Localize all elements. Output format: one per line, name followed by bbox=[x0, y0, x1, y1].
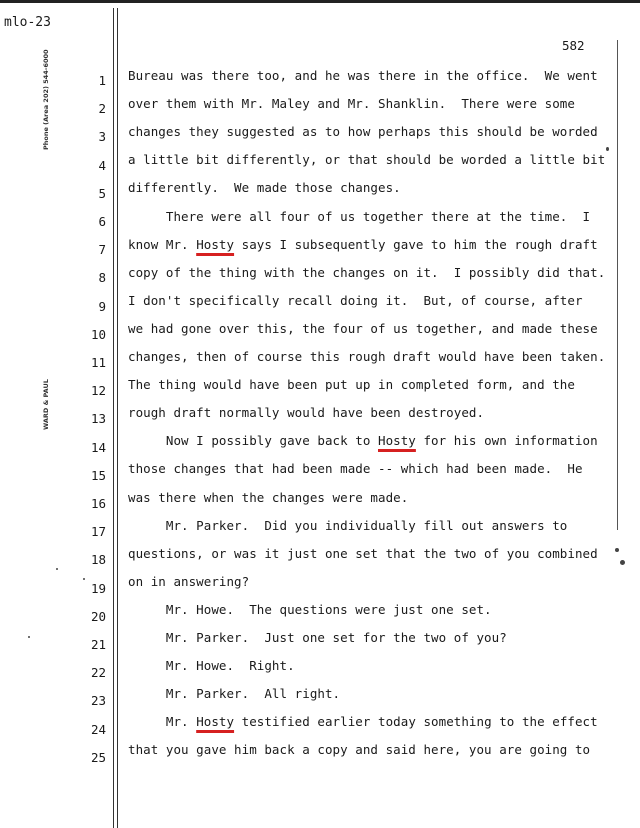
transcript-line: that you gave him back a copy and said here, you are going to bbox=[128, 742, 591, 758]
line-number: 7 bbox=[98, 242, 106, 258]
line-number: 18 bbox=[90, 552, 106, 568]
scan-speck bbox=[620, 560, 625, 565]
line-number: 3 bbox=[98, 129, 106, 145]
transcript-line: Mr. Parker. Just one set for the two of you? bbox=[128, 630, 507, 645]
transcript-line: Mr. Howe. Right. bbox=[128, 658, 295, 674]
line-number: 19 bbox=[90, 580, 106, 596]
transcript-line: differently. We made those changes. bbox=[128, 180, 401, 196]
phone-label: Phone (Area 202) 544-6000 bbox=[42, 49, 50, 150]
line-number: 15 bbox=[90, 467, 106, 483]
scan-speck bbox=[615, 548, 619, 552]
transcript-line: Mr. Howe. The questions were just one set. bbox=[128, 601, 492, 617]
line-number: 11 bbox=[90, 355, 106, 370]
top-border bbox=[0, 0, 640, 3]
highlighted-name: Hosty bbox=[196, 714, 235, 730]
line-number: 24 bbox=[90, 721, 106, 737]
line-number: 16 bbox=[90, 496, 106, 511]
line-number: 5 bbox=[98, 185, 106, 201]
margin-rule-right bbox=[117, 8, 118, 828]
transcript-line: Mr. Parker. Did you individually fill out answers to bbox=[128, 517, 568, 533]
line-number: 14 bbox=[90, 439, 106, 455]
line-number: 6 bbox=[98, 214, 106, 229]
line-number: 21 bbox=[90, 637, 106, 652]
line-number: 23 bbox=[90, 693, 106, 709]
scan-speck bbox=[28, 636, 30, 638]
firm-label: WARD & PAUL bbox=[42, 379, 50, 430]
transcript-line: a little bit differently, or that should be worded a little bit bbox=[128, 152, 606, 168]
transcript-line: on in answering? bbox=[128, 573, 250, 589]
transcript-line: copy of the thing with the changes on it. I possibly did that. bbox=[128, 264, 606, 280]
line-number: 10 bbox=[90, 326, 106, 342]
transcript-line: was there when the changes were made. bbox=[128, 489, 409, 505]
scan-speck bbox=[606, 147, 609, 151]
line-number: 17 bbox=[90, 524, 106, 540]
transcript-line: over them with Mr. Maley and Mr. Shanklin. There were some bbox=[128, 96, 575, 112]
line-number: 25 bbox=[90, 749, 106, 765]
transcript-line: Now I possibly gave back to Hosty for his own information bbox=[128, 433, 598, 449]
line-number: 9 bbox=[98, 298, 106, 314]
transcript-line: we had gone over this, the four of us together, and made these bbox=[128, 320, 598, 336]
transcript-line: changes they suggested as to how perhaps this should be worded bbox=[128, 124, 598, 140]
transcript-line: Mr. Hosty testified earlier today something to the effect bbox=[128, 714, 598, 730]
line-number: 4 bbox=[98, 157, 106, 173]
document-id: mlo-23 bbox=[4, 15, 51, 30]
transcript-line: rough draft normally would have been destroyed. bbox=[128, 405, 485, 421]
transcript-line: changes, then of course this rough draft would have been taken. bbox=[128, 349, 606, 364]
highlighted-name: Hosty bbox=[378, 433, 416, 449]
highlighted-name: Hosty bbox=[196, 236, 235, 252]
transcript-line: The thing would have been put up in completed form, and the bbox=[128, 377, 575, 393]
transcript-line: I don't specifically recall doing it. But, of course, after bbox=[128, 292, 583, 308]
line-number: 1 bbox=[98, 73, 106, 88]
transcript-line: questions, or was it just one set that the two of you combined bbox=[128, 545, 598, 561]
line-number: 20 bbox=[90, 608, 106, 624]
transcript-line: Bureau was there too, and he was there in the office. We went bbox=[128, 68, 598, 83]
line-number: 22 bbox=[90, 665, 106, 681]
transcript-line: those changes that had been made -- which had been made. He bbox=[128, 461, 583, 477]
line-number: 13 bbox=[90, 411, 106, 427]
transcript-line: know Mr. Hosty says I subsequently gave to him the rough draft bbox=[128, 236, 598, 252]
transcript-line: There were all four of us together there at the time. I bbox=[128, 208, 591, 224]
line-number: 8 bbox=[98, 270, 106, 286]
line-number: 12 bbox=[90, 383, 106, 399]
scan-speck bbox=[56, 568, 58, 570]
page-number: 582 bbox=[562, 38, 585, 53]
margin-rule-left bbox=[113, 8, 114, 828]
line-number: 2 bbox=[98, 101, 106, 117]
right-margin-rule bbox=[617, 40, 618, 530]
transcript-line: Mr. Parker. All right. bbox=[128, 686, 341, 702]
